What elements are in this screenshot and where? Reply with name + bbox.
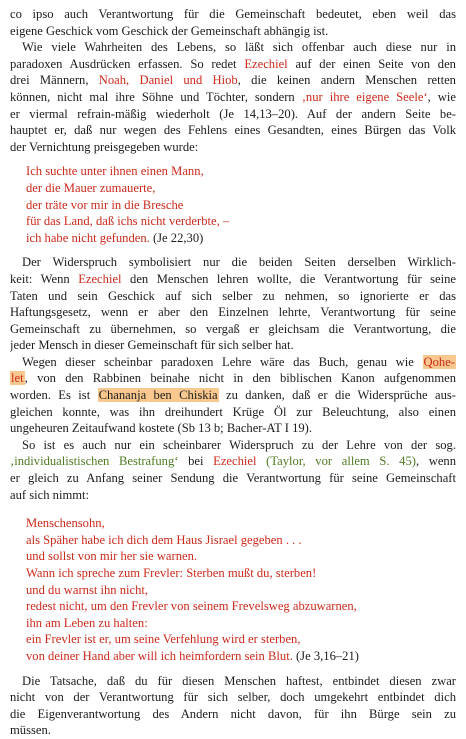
text-line: müssen.	[10, 723, 51, 738]
text-line: Wegen dieser scheinbar paradoxen Lehre wäre das Buch, genau wie Qohe-	[22, 354, 455, 369]
name-ezechiel: Ezechiel	[78, 271, 122, 286]
name-qohelet: Qohe-	[423, 354, 455, 369]
text-line: ungeheuren Zeitaufwand kostete (Sb 13 b; Bacher-AT I 19).	[10, 421, 313, 436]
text-line: nicht von der Verantwortung für sich selber, doch umgekehrt entbindet dich	[10, 690, 456, 705]
quote-line: Ich suchte unter ihnen einen Mann,	[26, 164, 204, 179]
text-line: hauptet er, daß nur wegen des Fehlens eines Gesandten, eines Bürgen das Volk	[10, 123, 456, 138]
quote-line: ihn am Leben zu halten:	[26, 615, 148, 630]
quote-line: der die Mauer zumauerte,	[26, 180, 156, 195]
quote-line: und sollst von mir her sie warnen.	[26, 549, 198, 564]
paragraph-3	[10, 254, 456, 354]
name-ezechiel: Ezechiel	[213, 454, 257, 469]
text-line: So ist es auch nur ein scheinbarer Widerspruch zu der Lehre von der sog.	[22, 437, 456, 452]
text-line: gleichen konnte, was ihn dreihundert Krüge Öl zur Beleuchtung, also einen	[10, 404, 456, 419]
text-line: er viermal refrain-mäßig wiederholt (Je 14,13–20). Auf der andern Seite be-	[10, 106, 456, 121]
quote-line: und du warnst ihn nicht,	[26, 582, 149, 597]
text-line: paradoxen Ausdrücken erfassen. So redet Ezechiel auf der einen Seite von den	[10, 56, 456, 71]
quote-reference: (Je 3,16–21)	[292, 648, 359, 663]
quote-line: redest nicht, um den Frevler von seinem Frevelsweg abzuwarnen,	[26, 599, 357, 614]
text-line: Gemeinschaft zu übernehmen, so vergaß er gleichsam die Verantwortung, die	[10, 321, 456, 336]
text-line: können, nicht mal ihre Söhne und Töchter, sondern ‚nur ihre eigene Seele‘, wie	[10, 89, 456, 104]
text-line: die Eigenverantwortung des Andern nicht davon, für ihn Bürge sein zu	[10, 706, 456, 721]
quote-block-1	[10, 163, 456, 246]
text-line: keit: Wenn Ezechiel den Menschen lehren wollte, die Verantwortung für seine	[10, 271, 456, 286]
paragraph-5	[10, 437, 456, 503]
quote-reference: (Je 22,30)	[149, 230, 204, 245]
quote-line: Wann ich spreche zum Frevler: Sterben mußt du, sterben!	[26, 566, 317, 580]
text-line: drei Männern, Noah, Daniel und Hiob, die keinen andern Menschen retten	[10, 73, 456, 88]
quote-line: ich habe nicht gefunden. (Je 22,30)	[26, 230, 204, 245]
paragraph-4	[10, 354, 456, 437]
text-line: worden. Es ist Chananja ben Chiskia zu danken, daß er die Widersprüche aus-	[10, 388, 456, 403]
name-qohelet-cont: let	[11, 371, 24, 386]
text-line: Die Tatsache, daß du für diesen Menschen haftest, entbindet diesen zwar	[22, 673, 456, 688]
quote-line: von deiner Hand aber will ich heimfordern sein Blut. (Je 3,16–21)	[26, 648, 359, 663]
text-line: der Vernichtung preisgegeben wurde:	[10, 139, 199, 154]
paragraph-6	[10, 673, 456, 739]
names-noah-daniel-hiob: Noah, Daniel und Hiob	[98, 73, 238, 88]
text-line: auf sich nimmt:	[10, 487, 90, 502]
quote-line: für das Land, daß ichs nicht verderbte, –	[26, 214, 230, 229]
quote-line: als Späher habe ich dich dem Haus Jisrael gegeben . . .	[26, 532, 302, 547]
text-line: let, von den Rabbinen beinahe nicht in den biblischen Kanon aufgenommen	[11, 371, 456, 386]
quote-line: Menschensohn,	[26, 516, 105, 531]
text-line: jeder Mensch in dieser Gemeinschaft für sich selber hat.	[10, 338, 294, 353]
text-line: Taten und sein Geschick auf sich selber zu nehmen, so ignorierte er das	[10, 288, 456, 303]
quote-line: ein Frevler ist er, um seine Verfehlung wird er sterben,	[26, 632, 301, 647]
paragraph-1	[10, 6, 456, 39]
quote-block-2	[10, 515, 456, 664]
text-line: Haftungsgesetz, wenn er aber den Einzelnen lehrte, Verantwortung für seine	[10, 305, 456, 320]
quote-line: der träte vor mir in die Bresche	[26, 197, 184, 212]
phrase-individualistische-bestrafung: ‚individualistischen Bestrafung‘	[10, 454, 179, 469]
paragraph-2	[10, 39, 456, 155]
name-ezechiel: Ezechiel	[244, 56, 288, 71]
text-line: co ipso auch Verantwortung für die Gemeinschaft bedeutet, eben weil das	[10, 7, 456, 21]
text-line: Der Widerspruch symbolisiert nur die beiden Seiten derselben Wirklich-	[22, 255, 456, 270]
name-chananja: Chananja ben Chiskia	[98, 388, 218, 403]
text-line: Wie viele Wahrheiten des Lebens, so läßt sich offenbar auch diese nur in	[22, 40, 456, 55]
citation-taylor: (Taylor, vor allem S. 45)	[266, 454, 416, 469]
text-line: ‚individualistischen Bestrafung‘ bei Ezechiel (Taylor, vor allem S. 45), wenn	[10, 454, 456, 469]
text-line: eigene Geschick vom Geschick der Gemeinschaft abhängig ist.	[10, 23, 329, 38]
phrase-eigene-seele: ‚nur ihre eigene Seele‘	[301, 89, 428, 104]
text-line: er gleich zu Anfang seiner Sendung die Verantwortung für seine Gemeinschaft	[10, 471, 456, 486]
